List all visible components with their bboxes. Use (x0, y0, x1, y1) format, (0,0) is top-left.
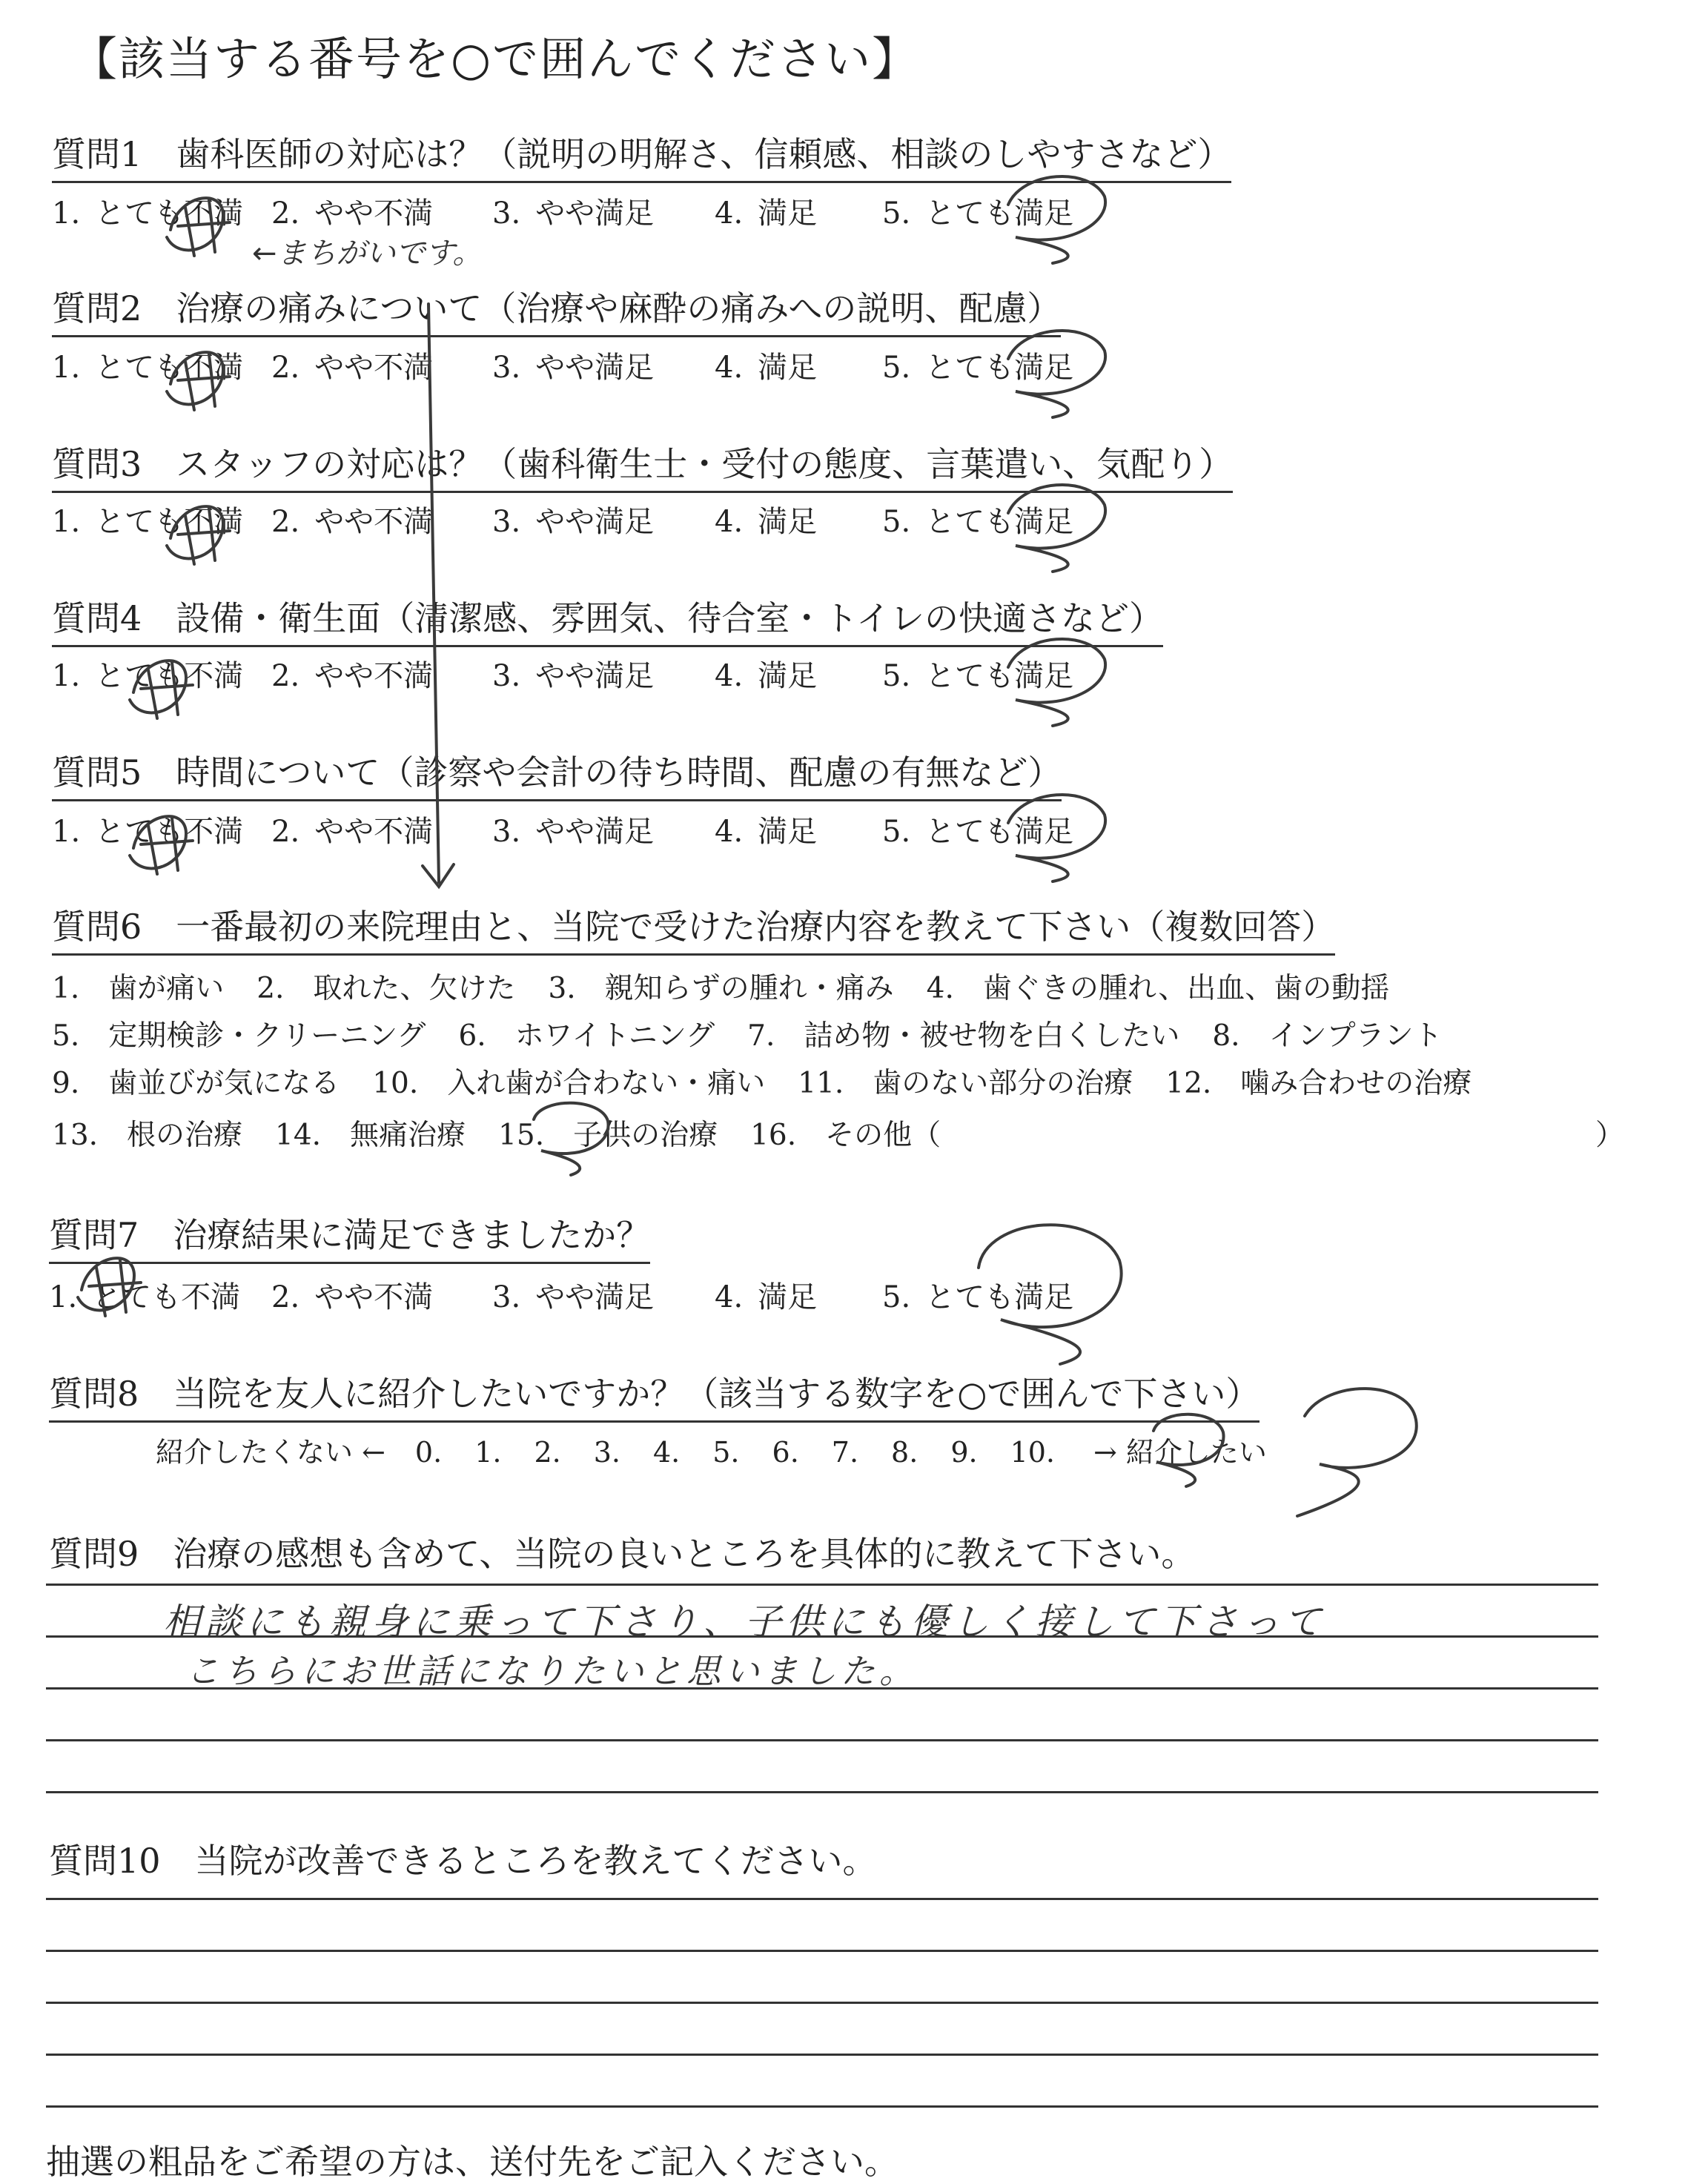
option-very-satisfied[interactable]: 5. とても満足 (882, 505, 1074, 539)
reason-option[interactable]: 7. 詰め物・被せ物を白くしたい (747, 1019, 1180, 1053)
option-somewhat-dissatisfied[interactable]: 2. やや不満 (271, 351, 434, 385)
page-header: 【該当する番号を○で囲んでください】 (71, 32, 920, 86)
reason-option[interactable]: 6. ホワイトニング (458, 1019, 715, 1053)
question-5-title: 質問5 時間について（診察や会計の待ち時間、配慮の有無など） (52, 746, 1062, 801)
option-very-dissatisfied[interactable]: 1. とても不満 (52, 351, 244, 385)
question-7-title: 質問7 治療結果に満足できましたか？ (49, 1208, 650, 1264)
question-8-title: 質問8 当院を友人に紹介したいですか？（該当する数字を○で囲んで下さい） (49, 1367, 1260, 1423)
option-satisfied[interactable]: 4. 満足 (715, 505, 818, 539)
scale-3[interactable]: 3. (593, 1436, 620, 1469)
scale-0[interactable]: 0. (414, 1436, 443, 1469)
option-somewhat-satisfied[interactable]: 3. やや満足 (492, 1280, 655, 1314)
q4-scribble-1 (130, 661, 193, 718)
scale-right-label: → 紹介したい (1093, 1436, 1267, 1469)
scale-9[interactable]: 9. (950, 1436, 978, 1469)
option-very-dissatisfied[interactable]: 1. とても不満 (52, 505, 244, 539)
reason-option-other[interactable]: 16. その他（ (750, 1119, 941, 1152)
option-satisfied[interactable]: 4. 満足 (715, 1280, 818, 1314)
q2-circle-5 (1008, 331, 1105, 417)
q8-circle-10 (1153, 1414, 1224, 1486)
reason-option[interactable]: 2. 取れた、欠けた (256, 972, 516, 1005)
q7-circle-5 (979, 1225, 1122, 1364)
reason-option[interactable]: 9. 歯並びが気になる (52, 1067, 340, 1100)
question-1-title: 質問1 歯科医師の対応は？（説明の明解さ、信頼感、相談のしやすさなど） (52, 128, 1231, 183)
option-very-satisfied[interactable]: 5. とても満足 (882, 351, 1074, 385)
option-somewhat-dissatisfied[interactable]: 2. やや不満 (271, 815, 434, 849)
option-somewhat-dissatisfied[interactable]: 2. やや不満 (271, 659, 434, 693)
reason-option[interactable]: 5. 定期検診・クリーニング (52, 1019, 426, 1053)
option-somewhat-dissatisfied[interactable]: 2. やや不満 (271, 505, 434, 539)
scale-1[interactable]: 1. (474, 1436, 502, 1469)
option-very-satisfied[interactable]: 5. とても満足 (882, 815, 1074, 849)
question-10-title: 質問10 当院が改善できるところを教えてください。 (49, 1841, 877, 1881)
reason-option[interactable]: 8. インプラント (1212, 1019, 1443, 1053)
option-somewhat-satisfied[interactable]: 3. やや満足 (492, 815, 655, 849)
other-close-paren: ） (1595, 1119, 1625, 1152)
reason-option[interactable]: 4. 歯ぐきの腫れ、出血、歯の動揺 (926, 972, 1390, 1005)
scale-left-label: 紹介したくない ← (156, 1436, 385, 1469)
scale-10-selected[interactable]: 10. (1010, 1436, 1056, 1469)
q3-scribble-1 (167, 506, 230, 564)
question-9-title: 質問9 治療の感想も含めて、当院の良いところを具体的に教えて下さい。 (49, 1534, 1196, 1574)
option-somewhat-dissatisfied[interactable]: 2. やや不満 (271, 1280, 434, 1314)
q5-scribble-1 (130, 816, 193, 874)
scale-6[interactable]: 6. (772, 1436, 799, 1469)
q8-circle-label (1297, 1389, 1417, 1516)
option-very-dissatisfied[interactable]: 1. とても不満 (49, 1280, 241, 1314)
reason-option[interactable]: 14. 無痛治療 (275, 1119, 466, 1152)
option-somewhat-satisfied[interactable]: 3. やや満足 (492, 659, 655, 693)
scale-5[interactable]: 5. (712, 1436, 740, 1469)
option-satisfied[interactable]: 4. 満足 (715, 351, 818, 385)
q6-circle-15 (534, 1103, 609, 1175)
option-satisfied[interactable]: 4. 満足 (715, 196, 818, 231)
option-very-dissatisfied[interactable]: 1. とても不満 (52, 659, 244, 693)
scale-2[interactable]: 2. (534, 1436, 561, 1469)
reason-option-selected[interactable]: 15. 子供の治療 (498, 1119, 718, 1152)
q1-circle-5 (1008, 176, 1105, 263)
q9-handwritten-answer-line-1: 相談にも親身に乗って下さり、子供にも優しく接して下さって (163, 1601, 1325, 1644)
scale-7[interactable]: 7. (831, 1436, 859, 1469)
question-2-title: 質問2 治療の痛みについて（治療や麻酔の痛みへの説明、配慮） (52, 282, 1061, 337)
option-very-satisfied[interactable]: 5. とても満足 (882, 659, 1074, 693)
q5-circle-5 (1008, 795, 1105, 881)
reason-option[interactable]: 10. 入れ歯が合わない・痛い (372, 1067, 766, 1100)
option-very-satisfied[interactable]: 5. とても満足 (882, 1280, 1074, 1314)
arrow-line (423, 304, 454, 887)
reason-option[interactable]: 1. 歯が痛い (52, 972, 225, 1005)
q4-circle-5 (1008, 639, 1105, 726)
handwritten-correction-note: ←まちがいです。 (252, 236, 483, 271)
q3-circle-5 (1008, 485, 1105, 572)
option-very-dissatisfied[interactable]: 1. とても不満 (52, 815, 244, 849)
scale-8[interactable]: 8. (891, 1436, 918, 1469)
q9-handwritten-answer-line-2: こちらにお世話になりたいと思いました。 (185, 1651, 918, 1691)
question-3-title: 質問3 スタッフの対応は？（歯科衛生士・受付の態度、言葉遣い、気配り） (52, 437, 1233, 493)
option-somewhat-dissatisfied[interactable]: 2. やや不満 (271, 196, 434, 231)
reason-option[interactable]: 3. 親知らずの腫れ・痛み (548, 972, 894, 1005)
question-4-title: 質問4 設備・衛生面（清潔感、雰囲気、待合室・トイレの快適さなど） (52, 592, 1163, 647)
question-6-title: 質問6 一番最初の来院理由と、当院で受けた治療内容を教えて下さい（複数回答） (52, 900, 1335, 956)
reason-option[interactable]: 13. 根の治療 (52, 1119, 243, 1152)
q7-scribble-1 (78, 1258, 141, 1316)
option-very-dissatisfied[interactable]: 1. とても不満 (52, 196, 244, 231)
reason-option[interactable]: 11. 歯のない部分の治療 (798, 1067, 1133, 1100)
reason-option[interactable]: 12. 噛み合わせの治療 (1165, 1067, 1472, 1100)
q1-scribble-1 (167, 198, 230, 256)
scale-4[interactable]: 4. (652, 1436, 681, 1469)
option-satisfied[interactable]: 4. 満足 (715, 815, 818, 849)
option-very-satisfied[interactable]: 5. とても満足 (882, 196, 1074, 231)
option-somewhat-satisfied[interactable]: 3. やや満足 (492, 351, 655, 385)
option-somewhat-satisfied[interactable]: 3. やや満足 (492, 196, 655, 231)
footer-note: 抽選の粗品をご希望の方は、送付先をご記入ください。 (46, 2142, 898, 2182)
q2-scribble-1 (167, 352, 230, 410)
option-satisfied[interactable]: 4. 満足 (715, 659, 818, 693)
option-somewhat-satisfied[interactable]: 3. やや満足 (492, 505, 655, 539)
